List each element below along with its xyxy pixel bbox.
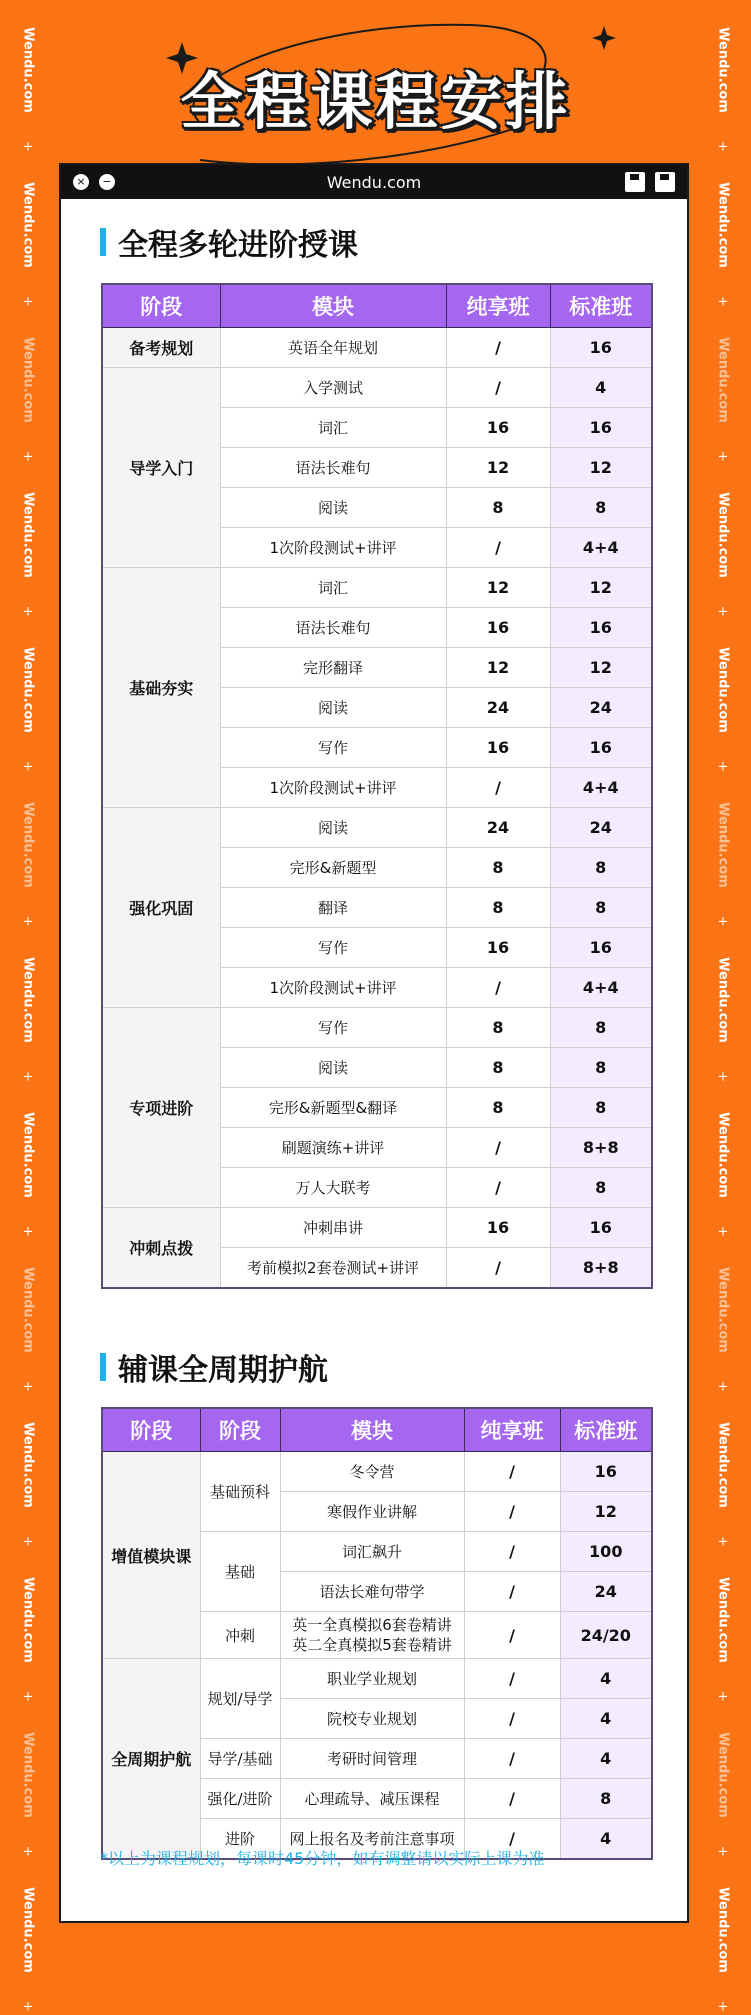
- stage-cell: 导学入门: [102, 368, 220, 568]
- plus-mark: +: [717, 449, 729, 465]
- module-cell: 阅读: [220, 688, 446, 728]
- premium-hours-cell: /: [464, 1779, 560, 1819]
- standard-hours-cell: 4: [560, 1739, 652, 1779]
- module-cell: 考研时间管理: [280, 1739, 464, 1779]
- stage-cell: 全周期护航: [102, 1659, 200, 1860]
- substage-cell: 强化/进阶: [200, 1779, 280, 1819]
- premium-hours-cell: /: [464, 1819, 560, 1860]
- section1-title: 全程多轮进阶授课: [100, 220, 358, 264]
- premium-hours-cell: 16: [446, 608, 550, 648]
- watermark-text: Wendu.com: [20, 492, 36, 578]
- premium-hours-cell: /: [464, 1659, 560, 1699]
- section2-title: 辅课全周期护航: [100, 1345, 328, 1389]
- standard-hours-cell: 8: [550, 488, 652, 528]
- stage-cell: 备考规划: [102, 328, 220, 368]
- module-cell: 考前模拟2套卷测试+讲评: [220, 1248, 446, 1289]
- plus-mark: +: [717, 1379, 729, 1395]
- premium-hours-cell: /: [464, 1572, 560, 1612]
- header: [0, 0, 751, 170]
- module-cell: 写作: [220, 728, 446, 768]
- watermark-text: Wendu.com: [715, 1422, 731, 1508]
- watermark-text: Wendu.com: [20, 1422, 36, 1508]
- page-title: 全程课程安排: [180, 65, 571, 138]
- plus-mark: +: [22, 139, 34, 155]
- module-cell: 词汇: [220, 408, 446, 448]
- watermark-text: Wendu.com: [715, 1577, 731, 1663]
- plus-mark: +: [717, 139, 729, 155]
- module-cell: 英语全年规划: [220, 328, 446, 368]
- plus-mark: +: [717, 604, 729, 620]
- standard-hours-cell: 16: [550, 1208, 652, 1248]
- module-cell: 冲刺串讲: [220, 1208, 446, 1248]
- watermark-text: Wendu.com: [715, 957, 731, 1043]
- module-cell: 阅读: [220, 488, 446, 528]
- watermark-text: Wendu.com: [20, 1732, 36, 1818]
- premium-hours-cell: 16: [446, 408, 550, 448]
- premium-hours-cell: 24: [446, 808, 550, 848]
- premium-hours-cell: /: [464, 1739, 560, 1779]
- premium-hours-cell: 8: [446, 1008, 550, 1048]
- left-watermark-strip: [8, 0, 48, 2015]
- plus-mark: +: [22, 1534, 34, 1550]
- standard-hours-cell: 12: [550, 568, 652, 608]
- main-course-table: [101, 283, 653, 1289]
- title-accent-bar: [100, 228, 106, 256]
- premium-hours-cell: /: [446, 368, 550, 408]
- support-course-table: [101, 1407, 653, 1860]
- plus-mark: +: [717, 1844, 729, 1860]
- module-cell: 寒假作业讲解: [280, 1492, 464, 1532]
- table-row: [102, 568, 652, 608]
- module-cell: 翻译: [220, 888, 446, 928]
- standard-hours-cell: 8: [550, 848, 652, 888]
- watermark-text: Wendu.com: [715, 337, 731, 423]
- title-accent-bar: [100, 1353, 106, 1381]
- watermark-text: Wendu.com: [20, 802, 36, 888]
- table-row: [102, 1208, 652, 1248]
- standard-hours-cell: 4+4: [550, 768, 652, 808]
- standard-hours-cell: 12: [550, 448, 652, 488]
- premium-hours-cell: 12: [446, 648, 550, 688]
- watermark-text: Wendu.com: [20, 182, 36, 268]
- col-header-stage: 阶段: [102, 1408, 200, 1452]
- save-as-icon[interactable]: [655, 172, 675, 192]
- plus-mark: +: [22, 1999, 34, 2015]
- standard-hours-cell: 8: [550, 1008, 652, 1048]
- standard-hours-cell: 4+4: [550, 528, 652, 568]
- premium-hours-cell: 8: [446, 888, 550, 928]
- premium-hours-cell: 16: [446, 1208, 550, 1248]
- standard-hours-cell: 16: [550, 728, 652, 768]
- watermark-text: Wendu.com: [20, 27, 36, 113]
- standard-hours-cell: 8: [560, 1779, 652, 1819]
- table-row: [102, 808, 652, 848]
- module-cell: 语法长难句: [220, 608, 446, 648]
- watermark-text: Wendu.com: [715, 1267, 731, 1353]
- col-header-module: 模块: [220, 284, 446, 328]
- plus-mark: +: [22, 1844, 34, 1860]
- watermark-text: Wendu.com: [715, 1112, 731, 1198]
- standard-hours-cell: 16: [550, 408, 652, 448]
- premium-hours-cell: /: [446, 1128, 550, 1168]
- watermark-text: Wendu.com: [20, 337, 36, 423]
- plus-mark: +: [22, 604, 34, 620]
- module-cell: 刷题演练+讲评: [220, 1128, 446, 1168]
- module-cell: 院校专业规划: [280, 1699, 464, 1739]
- table-row: [102, 1008, 652, 1048]
- watermark-text: Wendu.com: [715, 182, 731, 268]
- window-titlebar: [61, 165, 687, 199]
- premium-hours-cell: /: [446, 968, 550, 1008]
- watermark-text: Wendu.com: [20, 1267, 36, 1353]
- premium-hours-cell: /: [446, 1248, 550, 1289]
- plus-mark: +: [717, 1534, 729, 1550]
- module-cell: 入学测试: [220, 368, 446, 408]
- standard-hours-cell: 4: [560, 1699, 652, 1739]
- standard-hours-cell: 8+8: [550, 1128, 652, 1168]
- plus-mark: +: [717, 1224, 729, 1240]
- premium-hours-cell: /: [464, 1612, 560, 1659]
- plus-mark: +: [22, 1224, 34, 1240]
- plus-mark: +: [717, 1069, 729, 1085]
- standard-hours-cell: 24/20: [560, 1612, 652, 1659]
- plus-mark: +: [22, 759, 34, 775]
- right-watermark-strip: [703, 0, 743, 2015]
- premium-hours-cell: 8: [446, 1088, 550, 1128]
- stage-cell: 冲刺点拨: [102, 1208, 220, 1289]
- minimize-icon[interactable]: −: [99, 174, 115, 190]
- module-cell: 语法长难句: [220, 448, 446, 488]
- module-cell: 完形&新题型: [220, 848, 446, 888]
- module-cell: 职业学业规划: [280, 1659, 464, 1699]
- substage-cell: 规划/导学: [200, 1659, 280, 1739]
- stage-cell: 增值模块课: [102, 1452, 200, 1659]
- module-cell: 写作: [220, 1008, 446, 1048]
- substage-cell: 基础预科: [200, 1452, 280, 1532]
- premium-hours-cell: 24: [446, 688, 550, 728]
- premium-hours-cell: /: [464, 1492, 560, 1532]
- standard-hours-cell: 12: [560, 1492, 652, 1532]
- table-row: [102, 1452, 652, 1492]
- premium-hours-cell: /: [464, 1452, 560, 1492]
- window-title: Wendu.com: [326, 172, 422, 192]
- standard-hours-cell: 8+8: [550, 1248, 652, 1289]
- standard-hours-cell: 8: [550, 888, 652, 928]
- module-cell: 词汇: [220, 568, 446, 608]
- standard-hours-cell: 16: [550, 928, 652, 968]
- premium-hours-cell: /: [464, 1699, 560, 1739]
- module-cell: 阅读: [220, 1048, 446, 1088]
- footnote: *以上为课程规划，每课时45分钟，如有调整请以实际上课为准: [100, 1849, 545, 1868]
- watermark-text: Wendu.com: [715, 802, 731, 888]
- module-cell: 万人大联考: [220, 1168, 446, 1208]
- standard-hours-cell: 4: [560, 1659, 652, 1699]
- module-cell: 语法长难句带学: [280, 1572, 464, 1612]
- module-cell: 1次阶段测试+讲评: [220, 528, 446, 568]
- table-row: [102, 1659, 652, 1699]
- watermark-text: Wendu.com: [715, 1732, 731, 1818]
- standard-hours-cell: 8: [550, 1088, 652, 1128]
- watermark-text: Wendu.com: [715, 647, 731, 733]
- premium-hours-cell: /: [446, 328, 550, 368]
- standard-hours-cell: 12: [550, 648, 652, 688]
- module-cell: 冬令营: [280, 1452, 464, 1492]
- sparkle-icon: [592, 26, 616, 50]
- premium-hours-cell: 8: [446, 1048, 550, 1088]
- substage-cell: 基础: [200, 1532, 280, 1612]
- col-header-module: 模块: [280, 1408, 464, 1452]
- table-row: [102, 328, 652, 368]
- premium-hours-cell: 12: [446, 568, 550, 608]
- col-header-stage: 阶段: [102, 284, 220, 328]
- stage-cell: 基础夯实: [102, 568, 220, 808]
- module-cell: 写作: [220, 928, 446, 968]
- standard-hours-cell: 24: [550, 808, 652, 848]
- save-icon[interactable]: [625, 172, 645, 192]
- watermark-text: Wendu.com: [715, 1887, 731, 1973]
- premium-hours-cell: /: [464, 1532, 560, 1572]
- col-header-standard: 标准班: [550, 284, 652, 328]
- watermark-text: Wendu.com: [715, 27, 731, 113]
- standard-hours-cell: 4: [560, 1819, 652, 1860]
- plus-mark: +: [717, 294, 729, 310]
- col-header-standard: 标准班: [560, 1408, 652, 1452]
- col-header-substage: 阶段: [200, 1408, 280, 1452]
- standard-hours-cell: 4: [550, 368, 652, 408]
- watermark-text: Wendu.com: [20, 647, 36, 733]
- premium-hours-cell: /: [446, 528, 550, 568]
- premium-hours-cell: /: [446, 1168, 550, 1208]
- module-cell: 完形翻译: [220, 648, 446, 688]
- premium-hours-cell: 16: [446, 728, 550, 768]
- col-header-premium: 纯享班: [464, 1408, 560, 1452]
- substage-cell: 导学/基础: [200, 1739, 280, 1779]
- module-cell: 阅读: [220, 808, 446, 848]
- plus-mark: +: [22, 1689, 34, 1705]
- standard-hours-cell: 16: [550, 328, 652, 368]
- plus-mark: +: [717, 759, 729, 775]
- close-icon[interactable]: ×: [73, 174, 89, 190]
- standard-hours-cell: 24: [560, 1572, 652, 1612]
- standard-hours-cell: 4+4: [550, 968, 652, 1008]
- plus-mark: +: [717, 914, 729, 930]
- watermark-text: Wendu.com: [20, 957, 36, 1043]
- module-cell: 词汇飙升: [280, 1532, 464, 1572]
- plus-mark: +: [717, 1999, 729, 2015]
- watermark-text: Wendu.com: [20, 1577, 36, 1663]
- stage-cell: 专项进阶: [102, 1008, 220, 1208]
- module-cell: 1次阶段测试+讲评: [220, 968, 446, 1008]
- premium-hours-cell: 12: [446, 448, 550, 488]
- premium-hours-cell: 16: [446, 928, 550, 968]
- stage-cell: 强化巩固: [102, 808, 220, 1008]
- plus-mark: +: [22, 1069, 34, 1085]
- module-cell: 心理疏导、减压课程: [280, 1779, 464, 1819]
- watermark-text: Wendu.com: [20, 1887, 36, 1973]
- module-cell: 完形&新题型&翻译: [220, 1088, 446, 1128]
- plus-mark: +: [717, 1689, 729, 1705]
- standard-hours-cell: 8: [550, 1168, 652, 1208]
- content-card: [59, 163, 689, 1923]
- standard-hours-cell: 16: [550, 608, 652, 648]
- plus-mark: +: [22, 914, 34, 930]
- standard-hours-cell: 100: [560, 1532, 652, 1572]
- premium-hours-cell: 8: [446, 848, 550, 888]
- substage-cell: 冲刺: [200, 1612, 280, 1659]
- substage-cell: 进阶: [200, 1819, 280, 1860]
- watermark-text: Wendu.com: [20, 1112, 36, 1198]
- col-header-premium: 纯享班: [446, 284, 550, 328]
- module-cell: 网上报名及考前注意事项: [280, 1819, 464, 1860]
- plus-mark: +: [22, 294, 34, 310]
- standard-hours-cell: 24: [550, 688, 652, 728]
- table-row: [102, 368, 652, 408]
- premium-hours-cell: /: [446, 768, 550, 808]
- plus-mark: +: [22, 449, 34, 465]
- module-cell: 1次阶段测试+讲评: [220, 768, 446, 808]
- watermark-text: Wendu.com: [715, 492, 731, 578]
- standard-hours-cell: 16: [560, 1452, 652, 1492]
- premium-hours-cell: 8: [446, 488, 550, 528]
- plus-mark: +: [22, 1379, 34, 1395]
- standard-hours-cell: 8: [550, 1048, 652, 1088]
- module-cell: 英一全真模拟6套卷精讲 英二全真模拟5套卷精讲: [280, 1612, 464, 1659]
